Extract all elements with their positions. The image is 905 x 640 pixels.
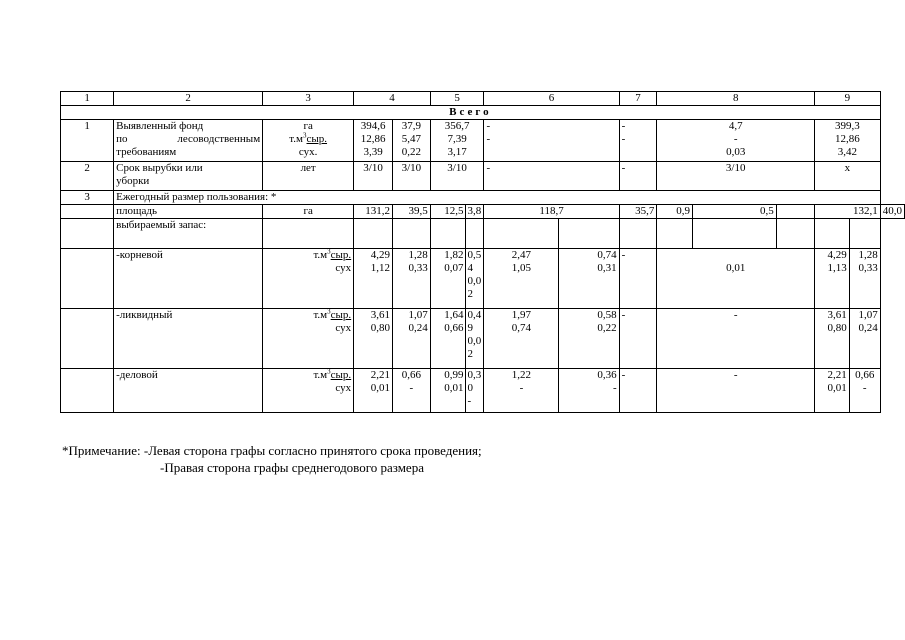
area-value: 40,0: [880, 205, 904, 219]
area-value: 118,7: [484, 205, 619, 219]
table-row: [61, 191, 905, 205]
stock-label-row: [61, 219, 905, 249]
col5: 3/10: [430, 162, 484, 191]
header-cell-7: 7: [619, 92, 657, 106]
table-row: [61, 120, 905, 162]
col7: - -: [619, 120, 657, 162]
table-row: -корневой $т.м^3сыр$. сух 4,29 1,12 1,28 0,33 1,82 0,07 0,5 4 0,0 2 2,47 1,05 0,74 0,31 - 0,01 4,29 1,13 1,28 0,33: [61, 249, 905, 309]
header-cell-2: 2: [114, 92, 263, 106]
forest-fund-table: [60, 91, 905, 413]
section-title: Всего: [449, 106, 492, 118]
stock-label: выбираемый запас:: [114, 219, 263, 249]
area-value: 0,5: [693, 205, 777, 219]
row-number: 3: [61, 191, 114, 205]
row-number: 2: [61, 162, 114, 191]
row-label: -ликвидный: [114, 309, 263, 369]
col4-left: 3/10: [354, 162, 393, 191]
col4-left: 394,6 12,86 3,39: [354, 120, 393, 162]
area-value: 132,1: [815, 205, 881, 219]
table-row: -ликвидный $т.м^3сыр$. сух 3,61 0,80 1,07 0,24 1,64 0,66 0,4 9 0,0 2 1,97 0,74 0,58 0,22 - - 3,61 0,80 1,07 0,24: [61, 309, 905, 369]
table-row: -деловой $т.м^3сыр$. сух 2,21 0,01 0,66 - 0,99 0,01 0,3 0 - 1,22 - 0,36 - - - 2,21 0,01 0,66 -: [61, 369, 905, 413]
area-value: 12,5: [430, 205, 466, 219]
col7: -: [619, 162, 657, 191]
unit-cell: лет: [263, 162, 354, 191]
col8: 3/10: [657, 162, 815, 191]
section-row: [61, 106, 905, 120]
footnote: [62, 442, 482, 476]
unit-cell: $т.м^3сыр$. сух: [263, 249, 354, 309]
area-label: площадь: [114, 205, 263, 219]
row-label: Срок вырубки или уборки: [114, 162, 263, 191]
col6: - -: [484, 120, 619, 162]
area-value: 0,9: [657, 205, 693, 219]
unit-cell: $т.м^3сыр$. сух: [263, 309, 354, 369]
header-cell-3: 3: [263, 92, 354, 106]
area-row: [61, 205, 905, 219]
col8: 4,7 - 0,03: [657, 120, 815, 162]
row-title: Ежегодный размер пользования: *: [114, 191, 881, 205]
header-cell-8: 8: [657, 92, 815, 106]
unit-cell: га $т.м^3сыр$. сух.: [263, 120, 354, 162]
table-row: [61, 162, 905, 191]
area-value: 3,8: [466, 205, 484, 219]
row-label: -деловой: [114, 369, 263, 413]
header-cell-6: 6: [484, 92, 619, 106]
header-cell-1: 1: [61, 92, 114, 106]
col5: 356,7 7,39 3,17: [430, 120, 484, 162]
row-label: -корневой: [114, 249, 263, 309]
col4-right: 3/10: [392, 162, 430, 191]
area-value: 131,2: [354, 205, 393, 219]
area-value: 35,7: [619, 205, 657, 219]
unit-cell: $т.м^3сыр$. сух: [263, 369, 354, 413]
unit-cell: га: [263, 205, 354, 219]
col9: х: [815, 162, 881, 191]
header-cell-9: 9: [815, 92, 881, 106]
col6: -: [484, 162, 619, 191]
footnote-line-1: *Примечание: -Левая сторона графы согласно принятого срока проведения;: [62, 443, 482, 458]
header-cell-4: 4: [354, 92, 431, 106]
footnote-line-2: -Правая сторона графы среднегодового размера: [160, 460, 424, 475]
col4-right: 37,9 5,47 0,22: [392, 120, 430, 162]
row-label: Выявленный фонд по лесоводственным требованиям: [114, 120, 263, 162]
header-cell-5: 5: [430, 92, 484, 106]
row-number: 1: [61, 120, 114, 162]
col9: 399,3 12,86 3,42: [815, 120, 881, 162]
area-value: 39,5: [392, 205, 430, 219]
header-row: [61, 92, 905, 106]
